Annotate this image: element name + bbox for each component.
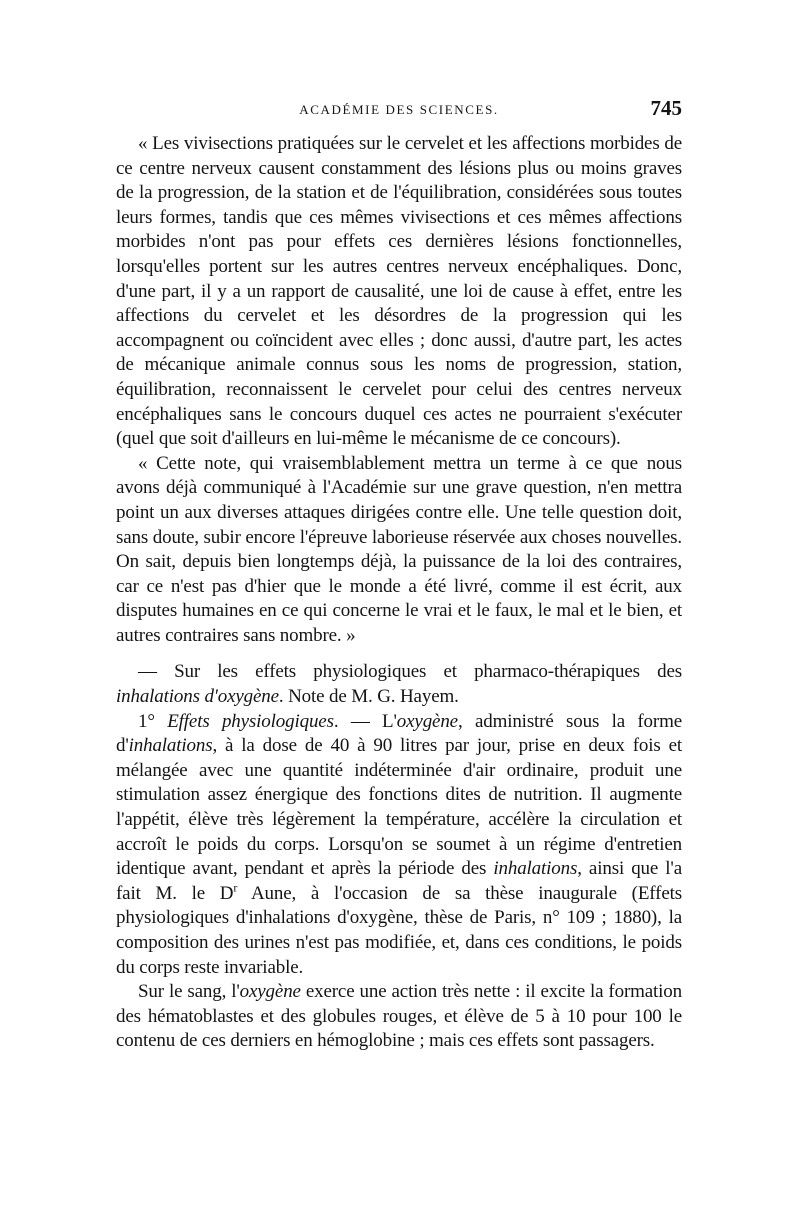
note-title-italic: inhalations d'oxygène <box>116 686 279 708</box>
italic-term: oxygène <box>239 981 301 1003</box>
book-page <box>116 96 682 1054</box>
body-text <box>116 132 682 1054</box>
section-number: 1° <box>138 710 155 732</box>
text-segment: , à la dose de 40 à 90 litres par jour, prise en deux fois et mélangée avec une quantité indéterminée d'air ordinaire, produit une stimulation assez énergique des fonctions dites de nutrition. Il augmente l'appétit, élève très légèrement la température, accélère la circulation et accroît le poids du corps. Lorsqu'on se soumet à un régime d'entretien identique avant, pendant et après la période des <box>116 735 682 880</box>
section-heading: Effets physiologiques <box>167 710 334 732</box>
text-segment: . — L' <box>333 710 397 732</box>
running-head: ACADÉMIE DES SCIENCES. <box>299 102 499 117</box>
paragraph-physiological-effects <box>116 710 682 981</box>
superscript: r <box>233 880 238 895</box>
paragraph-cerebellum-conclusion: « Les vivisections pratiquées sur le cervelet et les affections morbides de ce centre nerveux causent constamment des lésions plus ou moins graves de la progression, de la station et de l'équilibration, considérées sous toutes leurs formes, tandis que ces mêmes vivisections et ces mêmes affections morbides n'ont pas pour effets ces dernières lésions fonctionnelles, lorsqu'elles portent sur les autres centres nerveux encéphaliques. Donc, d'une part, il y a un rapport de causalité, une loi de cause à effet, entre les affections du cervelet et les désordres de la progression qui les accompagnent ou coïncident avec elles ; donc aussi, d'autre part, les actes de mécanique animale connus sous les noms de progression, station, équilibration, reconnaissent le cervelet pour celui des centres nerveux encéphaliques sans le concours duquel ces actes ne pourraient s'exécuter (quel que soit d'ailleurs en lui-même le mécanisme de ce concours). <box>116 133 682 450</box>
italic-term: oxygène <box>396 710 458 732</box>
paragraph-closing-remark: « Cette note, qui vraisemblablement mettra un terme à ce que nous avons déjà communiqué à l'Académie sur une grave question, n'en mettra point un aux diverses attaques dirigées contre elle. Une telle question doit, sans doute, subir encore l'épreuve laborieuse réservée aux choses nouvelles. On sait, depuis bien longtemps déjà, la puissance de la loi des contraires, car ce n'est pas d'hier que le monde a été livré, comme il est écrit, aux disputes humaines en ce qui concerne le vrai et le faux, le mal et le bien, et autres contraires sans nombre. » <box>116 452 682 646</box>
text-segment: Aune, à l'occasion de sa thèse inaugurale (Effets physiologiques d'inhalations d'oxygène, thèse de Paris, n° 109 ; 1880), la composition des urines n'est pas modifiée, et, dans ces conditions, le poids du corps reste invariable. <box>116 882 682 978</box>
italic-term: inhalations <box>493 858 578 880</box>
text-segment: exerce une action très nette : il excite la formation des hématoblastes et des globules rouges, et élève de 5 à 10 pour 100 le contenu de ces derniers en hémoglobine ; mais ces effets sont passagers. <box>116 981 682 1052</box>
text-segment: , administré sous la forme d' <box>116 710 682 757</box>
italic-term: inhalations <box>128 735 213 757</box>
note-title-tail: . Note de M. G. Hayem. <box>278 686 459 708</box>
page-number: 745 <box>650 96 682 120</box>
text-segment: , ainsi que l'a fait M. le D <box>116 858 682 904</box>
note-title-lead: — Sur les effets physiologiques et pharmaco-thérapiques des <box>138 661 682 683</box>
page-header <box>116 96 682 130</box>
text-segment: Sur le sang, l' <box>138 981 240 1003</box>
paragraph-blood-effects <box>116 980 682 1054</box>
note-title-hayem <box>116 660 682 709</box>
